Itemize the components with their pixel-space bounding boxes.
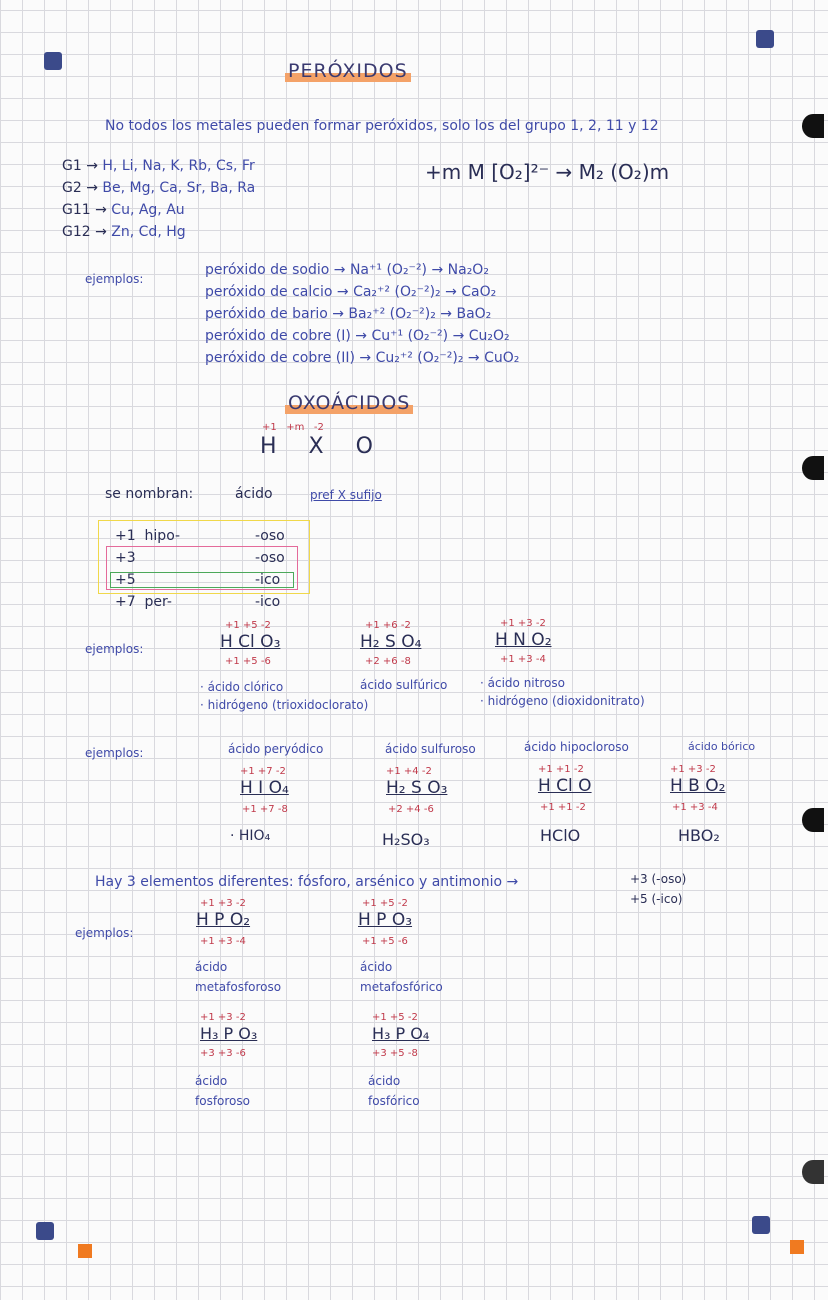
peroxide-example: peróxido de sodio → Na⁺¹ (O₂⁻²) → Na₂O₂ [205, 262, 489, 278]
group-row: G12 → Zn, Cd, Hg [62, 224, 186, 240]
group-row: G11 → Cu, Ag, Au [62, 202, 185, 218]
intro-text: No todos los metales pueden formar peróxidos, solo los del grupo 1, 2, 11 y 12 [105, 118, 659, 134]
notebook-page: PERÓXIDOS No todos los metales pueden formar peróxidos, solo los del grupo 1, 2, 11 y 12 G1 → H, Li, Na, K, Rb, Cs, Fr G2 → Be, Mg, Ca, Sr, Ba, Ra G11 → Cu, Ag, Au G12 → Zn, Cd, Hg +m M [O₂]²⁻ → M₂ (O₂)m ejemplos: peróxido de sodio → Na⁺¹ (O₂⁻²) → Na₂O₂ peróxido de calcio → Ca₂⁺² (O₂⁻²)₂ → CaO₂ peróxido de bario → Ba₂⁺² (O₂⁻²)₂ → BaO₂ peróxido de cobre (I) → Cu⁺¹ (O₂⁻²) → Cu₂O₂ peróxido de cobre (II) → Cu₂⁺² (O₂⁻²)₂ → CuO₂ OXOÁCIDOS +1 +m -2 H X O se nombran: ácido pref X sufijo +1 hipo- -oso +3 -oso +5 -ico +7 per- -ico ejemplos: +1 +5 -2 H Cl O₃ +1 +5 -6 · ácido clórico · hidrógeno (trioxidoclorato) +1 +6 -2 H₂ S O₄ +2 +6 -8 ácido sulfúrico +1 +3 -2 H N O₂ +1 +3 -4 · ácido nitroso · hidrógeno (dioxidonitrato) ejemplos: ácido peryódico +1 +7 -2 H I O₄ +1 +7 -8 · HIO₄ ácido sulfuroso +1 +4 -2 H₂ S O₃ +2 +4 -6 H₂SO₃ ácido hipocloroso +1 +1 -2 H Cl O +1 +1 -2 HClO ácido bórico +1 +3 -2 H B O₂ +1 +3 -4 HBO₂ Hay 3 elementos diferentes: fósforo, arsénico y antimonio → +3 (-oso) +5 (-ico) ejemplos: +1 +3 -2 H P O₂ +1 +3 -4 ácido metafosforoso +1 +3 -2 H₃ P O₃ +3 +3 -6 ácido fosforoso +1 +5 -2 H P O₃ +1 +5 -6 ácido metafosfórico +1 +5 -2 H₃ P O₄ +3 +5 -8 ácido fosfórico [0, 0, 828, 1300]
corner-mark-icon [36, 1222, 54, 1240]
orange-mark [790, 1240, 804, 1254]
heading-oxoacids: OXOÁCIDOS [285, 392, 413, 414]
peroxide-example: peróxido de cobre (I) → Cu⁺¹ (O₂⁻²) → Cu₂O₂ [205, 328, 510, 344]
oxo-formula: H X O [260, 434, 379, 459]
punch-hole [802, 456, 824, 480]
examples-label: ejemplos: [85, 746, 144, 760]
table-row: +5 -ico [115, 572, 281, 588]
punch-hole [802, 808, 824, 832]
table-row: +7 per- -ico [115, 594, 281, 610]
peroxide-example: peróxido de bario → Ba₂⁺² (O₂⁻²)₂ → BaO₂ [205, 306, 492, 322]
peroxide-example: peróxido de calcio → Ca₂⁺² (O₂⁻²)₂ → CaO₂ [205, 284, 497, 300]
table-row: +3 -oso [115, 550, 285, 566]
punch-hole [802, 1160, 824, 1184]
group-row: G1 → H, Li, Na, K, Rb, Cs, Fr [62, 158, 255, 174]
examples-label: ejemplos: [75, 926, 134, 940]
note-text: Hay 3 elementos diferentes: fósforo, arsénico y antimonio → [95, 874, 519, 890]
peroxide-example: peróxido de cobre (II) → Cu₂⁺² (O₂⁻²)₂ → CuO₂ [205, 350, 520, 366]
general-formula: +m M [O₂]²⁻ → M₂ (O₂)m [425, 160, 670, 184]
punch-hole [802, 114, 824, 138]
naming-rule: ácido [235, 486, 273, 502]
note-oxidation: +3 (-oso) [630, 872, 687, 886]
examples-label: ejemplos: [85, 272, 144, 286]
examples-label: ejemplos: [85, 642, 144, 656]
note-oxidation: +5 (-ico) [630, 892, 683, 906]
oxo-charges: +1 +m -2 [262, 422, 324, 433]
corner-mark-icon [756, 30, 774, 48]
corner-mark-icon [44, 52, 62, 70]
naming-rule-suffix: pref X sufijo [310, 488, 382, 502]
heading-peroxides: PERÓXIDOS [285, 60, 411, 82]
orange-mark [78, 1244, 92, 1258]
group-row: G2 → Be, Mg, Ca, Sr, Ba, Ra [62, 180, 256, 196]
corner-mark-icon [752, 1216, 770, 1234]
table-row: +1 hipo- -oso [115, 528, 285, 544]
naming-label: se nombran: [105, 486, 194, 502]
